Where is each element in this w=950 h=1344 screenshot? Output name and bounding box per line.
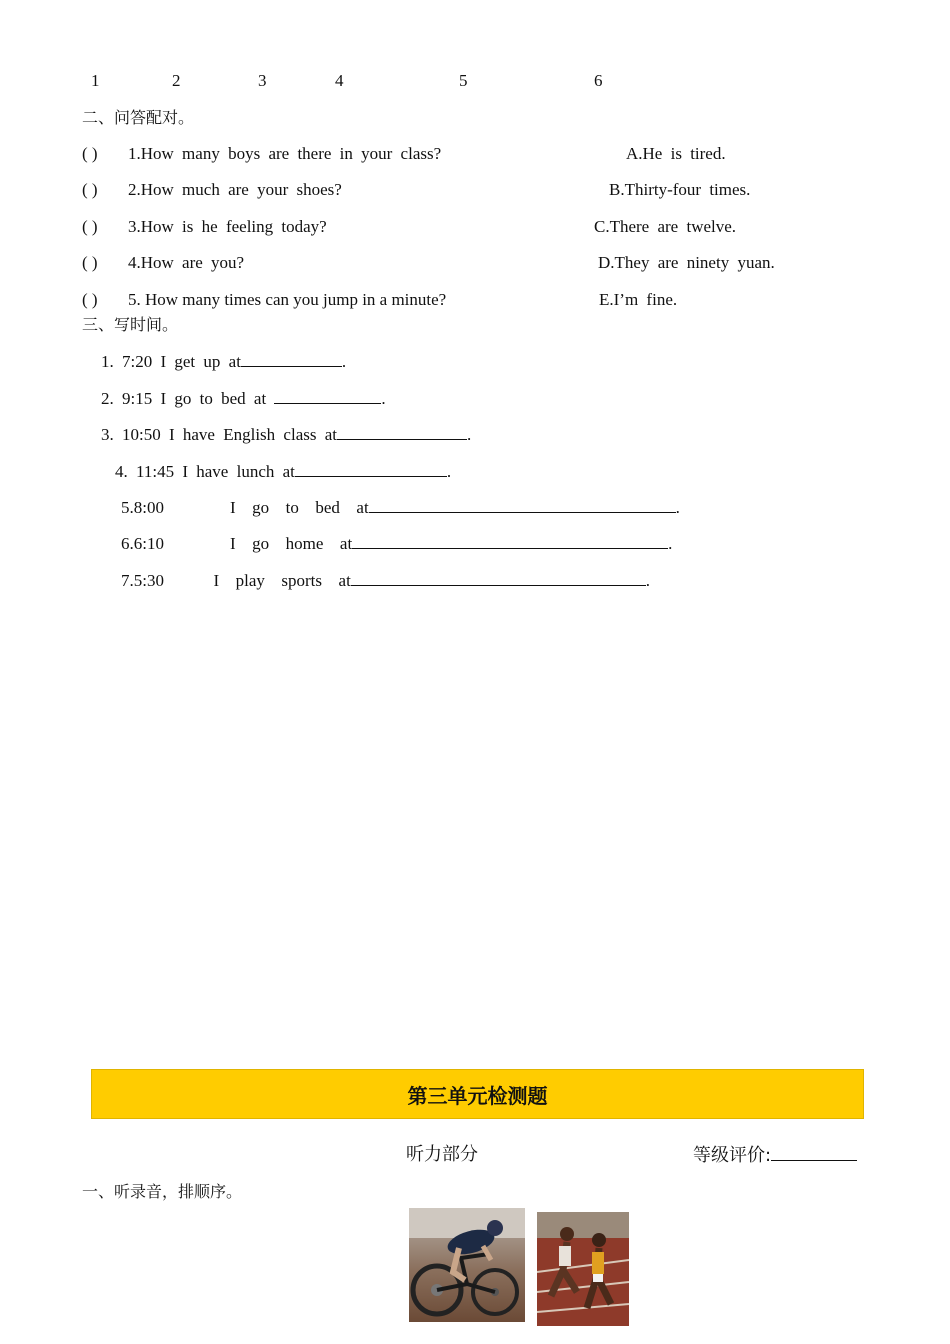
picture-number-1: 1 (91, 71, 100, 90)
time-item-6 (121, 533, 672, 554)
match-bracket-5[interactable]: ( ) (82, 290, 98, 309)
question-1: 1.How many boys are there in your class? (128, 144, 442, 163)
picture-number-5: 5 (459, 71, 468, 90)
time-item-6-period: . (668, 534, 673, 553)
answer-blank-6[interactable] (352, 533, 668, 549)
answer-a: A.He is tired. (626, 144, 726, 163)
unit3-section1-heading: 一、听录音，排顺序。 (82, 1182, 243, 1201)
answer-blank-4[interactable] (295, 461, 447, 477)
match-bracket-2[interactable]: ( ) (82, 180, 98, 199)
runners-photo (537, 1212, 629, 1326)
time-item-6-text: 6.6:10 I go home at (121, 534, 353, 553)
match-bracket-4[interactable]: ( ) (82, 253, 98, 272)
answer-blank-7[interactable] (351, 570, 646, 586)
grade-blank[interactable] (771, 1145, 857, 1161)
time-item-5 (121, 497, 680, 518)
time-item-1-period: . (341, 352, 347, 371)
grade-evaluation (693, 1145, 857, 1166)
time-item-7-period: . (645, 571, 651, 590)
time-item-1-text: 1. 7:20 I get up at (101, 352, 241, 371)
time-item-2-period: . (381, 389, 386, 408)
time-item-4-period: . (446, 462, 452, 481)
match-bracket-3[interactable]: ( ) (82, 217, 98, 236)
picture-number-6: 6 (594, 71, 603, 90)
unit3-title: 第三单元检测题 (407, 1084, 548, 1108)
section3-heading: 三、写时间。 (82, 315, 179, 334)
answer-blank-2[interactable] (274, 388, 381, 404)
picture-number-2: 2 (172, 71, 181, 90)
time-item-5-period: . (675, 498, 680, 517)
time-item-4 (115, 461, 451, 482)
time-item-5-text: 5.8:00 I go to bed at (121, 498, 369, 517)
listening-section-label: 听力部分 (406, 1144, 478, 1165)
match-bracket-1[interactable]: ( ) (82, 144, 98, 163)
grade-label: 等级评价: (693, 1145, 772, 1166)
question-2: 2.How much are your shoes? (128, 180, 342, 199)
answer-d: D.They are ninety yuan. (598, 253, 775, 272)
answer-blank-3[interactable] (337, 424, 467, 440)
time-item-7 (121, 570, 650, 591)
question-4: 4.How are you? (128, 253, 245, 272)
cyclist-photo (409, 1208, 525, 1322)
picture-number-3: 3 (258, 71, 267, 90)
answer-blank-5[interactable] (369, 497, 676, 513)
answer-blank-1[interactable] (241, 351, 342, 367)
answer-e: E.I’m fine. (599, 290, 678, 309)
question-3: 3.How is he feeling today? (128, 217, 327, 236)
time-item-2-text: 2. 9:15 I go to bed at (101, 389, 275, 408)
time-item-7-text: 7.5:30 I play sports at (121, 571, 351, 590)
answer-b: B.Thirty-four times. (609, 180, 751, 199)
time-item-1 (101, 351, 346, 372)
time-item-3-text: 3. 10:50 I have English class at (101, 425, 337, 444)
answer-c: C.There are twelve. (594, 217, 737, 236)
unit3-banner (91, 1069, 864, 1119)
question-5: 5. How many times can you jump in a minute? (128, 290, 447, 309)
section2-heading: 二、问答配对。 (82, 108, 195, 127)
time-item-4-text: 4. 11:45 I have lunch at (115, 462, 295, 481)
time-item-3-period: . (467, 425, 472, 444)
time-item-3 (101, 424, 471, 445)
picture-number-4: 4 (335, 71, 344, 90)
time-item-2 (101, 388, 386, 409)
